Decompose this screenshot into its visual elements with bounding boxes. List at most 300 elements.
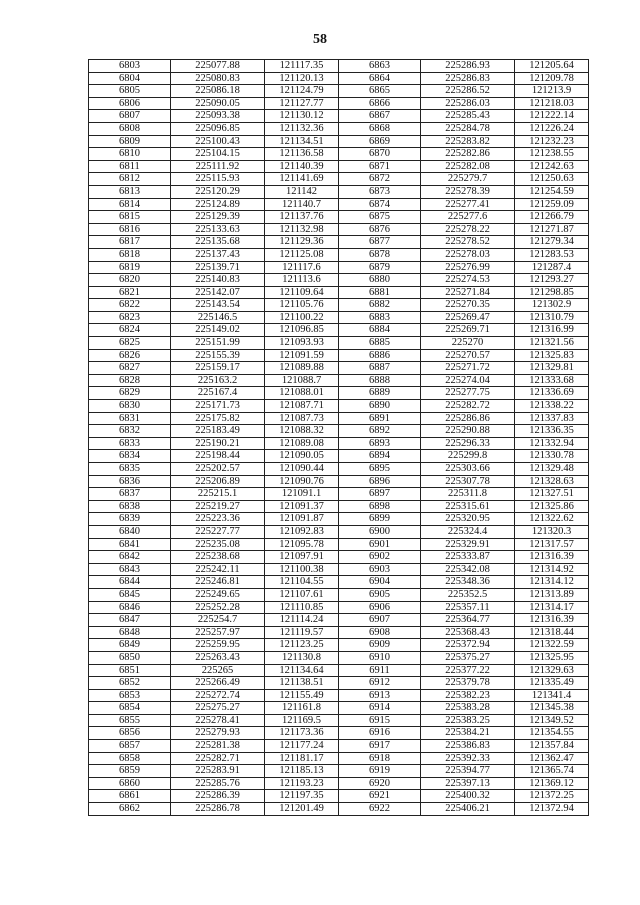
cell-x-coordinate: 225283.82 bbox=[421, 135, 515, 148]
table-row bbox=[89, 538, 589, 551]
cell-point-number: 6890 bbox=[339, 400, 421, 413]
cell-y-coordinate: 121177.24 bbox=[265, 740, 339, 753]
cell-y-coordinate: 121140.39 bbox=[265, 160, 339, 173]
cell-y-coordinate: 121209.78 bbox=[515, 72, 589, 85]
cell-point-number: 6894 bbox=[339, 450, 421, 463]
table-row bbox=[89, 727, 589, 740]
cell-x-coordinate: 225202.57 bbox=[171, 463, 265, 476]
table-row bbox=[89, 551, 589, 564]
cell-y-coordinate: 121092.83 bbox=[265, 525, 339, 538]
table-row bbox=[89, 450, 589, 463]
cell-y-coordinate: 121134.51 bbox=[265, 135, 339, 148]
cell-point-number: 6899 bbox=[339, 513, 421, 526]
cell-x-coordinate: 225135.68 bbox=[171, 236, 265, 249]
cell-point-number: 6869 bbox=[339, 135, 421, 148]
cell-y-coordinate: 121113.6 bbox=[265, 274, 339, 287]
cell-x-coordinate: 225270.57 bbox=[421, 349, 515, 362]
cell-y-coordinate: 121138.51 bbox=[265, 677, 339, 690]
cell-point-number: 6920 bbox=[339, 777, 421, 790]
cell-y-coordinate: 121169.5 bbox=[265, 714, 339, 727]
cell-y-coordinate: 121266.79 bbox=[515, 211, 589, 224]
cell-y-coordinate: 121091.87 bbox=[265, 513, 339, 526]
cell-y-coordinate: 121330.78 bbox=[515, 450, 589, 463]
table-row bbox=[89, 148, 589, 161]
table-row bbox=[89, 639, 589, 652]
cell-x-coordinate: 225183.49 bbox=[171, 425, 265, 438]
cell-y-coordinate: 121130.12 bbox=[265, 110, 339, 123]
cell-y-coordinate: 121137.76 bbox=[265, 211, 339, 224]
table-row bbox=[89, 362, 589, 375]
cell-point-number: 6807 bbox=[89, 110, 171, 123]
cell-y-coordinate: 121314.92 bbox=[515, 563, 589, 576]
cell-y-coordinate: 121317.57 bbox=[515, 538, 589, 551]
table-row bbox=[89, 349, 589, 362]
table-row bbox=[89, 160, 589, 173]
cell-y-coordinate: 121271.87 bbox=[515, 223, 589, 236]
cell-point-number: 6905 bbox=[339, 588, 421, 601]
cell-x-coordinate: 225206.89 bbox=[171, 475, 265, 488]
cell-point-number: 6850 bbox=[89, 651, 171, 664]
coordinate-table-body bbox=[89, 60, 589, 816]
cell-y-coordinate: 121197.35 bbox=[265, 790, 339, 803]
cell-point-number: 6864 bbox=[339, 72, 421, 85]
cell-y-coordinate: 121095.78 bbox=[265, 538, 339, 551]
cell-y-coordinate: 121293.27 bbox=[515, 274, 589, 287]
cell-point-number: 6898 bbox=[339, 500, 421, 513]
cell-y-coordinate: 121132.98 bbox=[265, 223, 339, 236]
cell-x-coordinate: 225286.93 bbox=[421, 60, 515, 73]
cell-y-coordinate: 121093.93 bbox=[265, 337, 339, 350]
cell-x-coordinate: 225115.93 bbox=[171, 173, 265, 186]
cell-y-coordinate: 121213.9 bbox=[515, 85, 589, 98]
cell-x-coordinate: 225171.73 bbox=[171, 400, 265, 413]
table-row bbox=[89, 374, 589, 387]
cell-point-number: 6857 bbox=[89, 740, 171, 753]
cell-y-coordinate: 121226.24 bbox=[515, 122, 589, 135]
table-row bbox=[89, 601, 589, 614]
cell-x-coordinate: 225394.77 bbox=[421, 765, 515, 778]
cell-point-number: 6862 bbox=[89, 803, 171, 816]
cell-point-number: 6916 bbox=[339, 727, 421, 740]
table-row bbox=[89, 425, 589, 438]
cell-point-number: 6810 bbox=[89, 148, 171, 161]
cell-x-coordinate: 225277.41 bbox=[421, 198, 515, 211]
cell-point-number: 6833 bbox=[89, 437, 171, 450]
table-row bbox=[89, 714, 589, 727]
cell-point-number: 6818 bbox=[89, 248, 171, 261]
cell-point-number: 6849 bbox=[89, 639, 171, 652]
cell-y-coordinate: 121134.64 bbox=[265, 664, 339, 677]
cell-y-coordinate: 121329.63 bbox=[515, 664, 589, 677]
cell-x-coordinate: 225406.21 bbox=[421, 803, 515, 816]
cell-y-coordinate: 121287.4 bbox=[515, 261, 589, 274]
cell-point-number: 6908 bbox=[339, 626, 421, 639]
cell-point-number: 6848 bbox=[89, 626, 171, 639]
cell-y-coordinate: 121362.47 bbox=[515, 752, 589, 765]
cell-y-coordinate: 121096.85 bbox=[265, 324, 339, 337]
cell-y-coordinate: 121354.55 bbox=[515, 727, 589, 740]
cell-point-number: 6882 bbox=[339, 299, 421, 312]
table-row bbox=[89, 337, 589, 350]
cell-y-coordinate: 121329.48 bbox=[515, 463, 589, 476]
cell-x-coordinate: 225167.4 bbox=[171, 387, 265, 400]
cell-point-number: 6821 bbox=[89, 286, 171, 299]
cell-point-number: 6853 bbox=[89, 689, 171, 702]
cell-point-number: 6921 bbox=[339, 790, 421, 803]
cell-x-coordinate: 225271.72 bbox=[421, 362, 515, 375]
cell-point-number: 6804 bbox=[89, 72, 171, 85]
cell-x-coordinate: 225278.39 bbox=[421, 185, 515, 198]
cell-y-coordinate: 121328.63 bbox=[515, 475, 589, 488]
cell-x-coordinate: 225320.95 bbox=[421, 513, 515, 526]
cell-x-coordinate: 225278.03 bbox=[421, 248, 515, 261]
cell-x-coordinate: 225375.27 bbox=[421, 651, 515, 664]
cell-x-coordinate: 225143.54 bbox=[171, 299, 265, 312]
cell-y-coordinate: 121320.3 bbox=[515, 525, 589, 538]
cell-x-coordinate: 225266.49 bbox=[171, 677, 265, 690]
table-row bbox=[89, 311, 589, 324]
cell-x-coordinate: 225278.52 bbox=[421, 236, 515, 249]
cell-y-coordinate: 121205.64 bbox=[515, 60, 589, 73]
cell-y-coordinate: 121238.55 bbox=[515, 148, 589, 161]
cell-y-coordinate: 121120.13 bbox=[265, 72, 339, 85]
cell-point-number: 6841 bbox=[89, 538, 171, 551]
table-row bbox=[89, 488, 589, 501]
cell-x-coordinate: 225175.82 bbox=[171, 412, 265, 425]
cell-x-coordinate: 225235.08 bbox=[171, 538, 265, 551]
table-row bbox=[89, 324, 589, 337]
cell-point-number: 6860 bbox=[89, 777, 171, 790]
cell-point-number: 6883 bbox=[339, 311, 421, 324]
cell-x-coordinate: 225149.02 bbox=[171, 324, 265, 337]
cell-y-coordinate: 121117.35 bbox=[265, 60, 339, 73]
page-number: 58 bbox=[313, 32, 327, 47]
table-row bbox=[89, 198, 589, 211]
cell-y-coordinate: 121123.25 bbox=[265, 639, 339, 652]
cell-point-number: 6909 bbox=[339, 639, 421, 652]
cell-x-coordinate: 225283.91 bbox=[171, 765, 265, 778]
cell-y-coordinate: 121136.58 bbox=[265, 148, 339, 161]
table-row bbox=[89, 626, 589, 639]
table-row bbox=[89, 286, 589, 299]
cell-y-coordinate: 121242.63 bbox=[515, 160, 589, 173]
cell-point-number: 6867 bbox=[339, 110, 421, 123]
cell-x-coordinate: 225329.91 bbox=[421, 538, 515, 551]
cell-y-coordinate: 121119.57 bbox=[265, 626, 339, 639]
cell-x-coordinate: 225352.5 bbox=[421, 588, 515, 601]
cell-x-coordinate: 225100.43 bbox=[171, 135, 265, 148]
cell-x-coordinate: 225277.75 bbox=[421, 387, 515, 400]
cell-point-number: 6917 bbox=[339, 740, 421, 753]
cell-y-coordinate: 121333.68 bbox=[515, 374, 589, 387]
cell-y-coordinate: 121140.7 bbox=[265, 198, 339, 211]
cell-y-coordinate: 121341.4 bbox=[515, 689, 589, 702]
table-row bbox=[89, 765, 589, 778]
cell-point-number: 6918 bbox=[339, 752, 421, 765]
cell-y-coordinate: 121127.77 bbox=[265, 97, 339, 110]
cell-y-coordinate: 121298.85 bbox=[515, 286, 589, 299]
cell-y-coordinate: 121130.8 bbox=[265, 651, 339, 664]
cell-x-coordinate: 225269.71 bbox=[421, 324, 515, 337]
cell-x-coordinate: 225386.83 bbox=[421, 740, 515, 753]
cell-x-coordinate: 225265 bbox=[171, 664, 265, 677]
cell-y-coordinate: 121087.71 bbox=[265, 400, 339, 413]
cell-x-coordinate: 225140.83 bbox=[171, 274, 265, 287]
cell-point-number: 6811 bbox=[89, 160, 171, 173]
cell-x-coordinate: 225242.11 bbox=[171, 563, 265, 576]
cell-y-coordinate: 121336.35 bbox=[515, 425, 589, 438]
cell-point-number: 6888 bbox=[339, 374, 421, 387]
cell-x-coordinate: 225096.85 bbox=[171, 122, 265, 135]
cell-y-coordinate: 121316.39 bbox=[515, 614, 589, 627]
table-row bbox=[89, 412, 589, 425]
cell-point-number: 6822 bbox=[89, 299, 171, 312]
cell-y-coordinate: 121091.1 bbox=[265, 488, 339, 501]
cell-x-coordinate: 225279.7 bbox=[421, 173, 515, 186]
cell-x-coordinate: 225151.99 bbox=[171, 337, 265, 350]
cell-point-number: 6852 bbox=[89, 677, 171, 690]
cell-y-coordinate: 121327.51 bbox=[515, 488, 589, 501]
cell-x-coordinate: 225383.25 bbox=[421, 714, 515, 727]
cell-point-number: 6842 bbox=[89, 551, 171, 564]
cell-x-coordinate: 225286.86 bbox=[421, 412, 515, 425]
cell-point-number: 6915 bbox=[339, 714, 421, 727]
cell-x-coordinate: 225155.39 bbox=[171, 349, 265, 362]
cell-point-number: 6866 bbox=[339, 97, 421, 110]
cell-point-number: 6815 bbox=[89, 211, 171, 224]
cell-y-coordinate: 121089.88 bbox=[265, 362, 339, 375]
cell-point-number: 6805 bbox=[89, 85, 171, 98]
table-row bbox=[89, 576, 589, 589]
cell-point-number: 6874 bbox=[339, 198, 421, 211]
cell-y-coordinate: 121110.85 bbox=[265, 601, 339, 614]
table-row bbox=[89, 702, 589, 715]
cell-point-number: 6803 bbox=[89, 60, 171, 73]
cell-x-coordinate: 225382.23 bbox=[421, 689, 515, 702]
cell-point-number: 6870 bbox=[339, 148, 421, 161]
table-row bbox=[89, 122, 589, 135]
cell-x-coordinate: 225307.78 bbox=[421, 475, 515, 488]
cell-point-number: 6846 bbox=[89, 601, 171, 614]
cell-point-number: 6891 bbox=[339, 412, 421, 425]
table-row bbox=[89, 803, 589, 816]
cell-y-coordinate: 121090.05 bbox=[265, 450, 339, 463]
cell-point-number: 6912 bbox=[339, 677, 421, 690]
cell-x-coordinate: 225159.17 bbox=[171, 362, 265, 375]
cell-x-coordinate: 225252.28 bbox=[171, 601, 265, 614]
cell-x-coordinate: 225190.21 bbox=[171, 437, 265, 450]
cell-point-number: 6895 bbox=[339, 463, 421, 476]
cell-point-number: 6847 bbox=[89, 614, 171, 627]
cell-x-coordinate: 225377.22 bbox=[421, 664, 515, 677]
cell-y-coordinate: 121310.79 bbox=[515, 311, 589, 324]
cell-x-coordinate: 225348.36 bbox=[421, 576, 515, 589]
cell-y-coordinate: 121090.44 bbox=[265, 463, 339, 476]
cell-point-number: 6877 bbox=[339, 236, 421, 249]
cell-point-number: 6856 bbox=[89, 727, 171, 740]
cell-x-coordinate: 225259.95 bbox=[171, 639, 265, 652]
cell-x-coordinate: 225397.13 bbox=[421, 777, 515, 790]
cell-y-coordinate: 121097.91 bbox=[265, 551, 339, 564]
cell-point-number: 6839 bbox=[89, 513, 171, 526]
cell-point-number: 6901 bbox=[339, 538, 421, 551]
cell-point-number: 6814 bbox=[89, 198, 171, 211]
cell-x-coordinate: 225077.88 bbox=[171, 60, 265, 73]
cell-y-coordinate: 121141.69 bbox=[265, 173, 339, 186]
cell-y-coordinate: 121338.22 bbox=[515, 400, 589, 413]
cell-point-number: 6885 bbox=[339, 337, 421, 350]
cell-point-number: 6880 bbox=[339, 274, 421, 287]
cell-x-coordinate: 225274.04 bbox=[421, 374, 515, 387]
cell-y-coordinate: 121100.38 bbox=[265, 563, 339, 576]
cell-point-number: 6843 bbox=[89, 563, 171, 576]
cell-y-coordinate: 121325.95 bbox=[515, 651, 589, 664]
cell-point-number: 6820 bbox=[89, 274, 171, 287]
cell-y-coordinate: 121325.83 bbox=[515, 349, 589, 362]
table-row bbox=[89, 475, 589, 488]
cell-x-coordinate: 225086.18 bbox=[171, 85, 265, 98]
cell-point-number: 6876 bbox=[339, 223, 421, 236]
cell-x-coordinate: 225281.38 bbox=[171, 740, 265, 753]
table-row bbox=[89, 790, 589, 803]
cell-y-coordinate: 121313.89 bbox=[515, 588, 589, 601]
cell-y-coordinate: 121316.99 bbox=[515, 324, 589, 337]
cell-y-coordinate: 121372.94 bbox=[515, 803, 589, 816]
table-row bbox=[89, 525, 589, 538]
cell-x-coordinate: 225364.77 bbox=[421, 614, 515, 627]
cell-y-coordinate: 121254.59 bbox=[515, 185, 589, 198]
cell-point-number: 6873 bbox=[339, 185, 421, 198]
cell-x-coordinate: 225282.08 bbox=[421, 160, 515, 173]
cell-y-coordinate: 121109.64 bbox=[265, 286, 339, 299]
cell-x-coordinate: 225282.71 bbox=[171, 752, 265, 765]
cell-point-number: 6907 bbox=[339, 614, 421, 627]
cell-y-coordinate: 121322.59 bbox=[515, 639, 589, 652]
cell-point-number: 6812 bbox=[89, 173, 171, 186]
cell-x-coordinate: 225368.43 bbox=[421, 626, 515, 639]
cell-x-coordinate: 225290.88 bbox=[421, 425, 515, 438]
cell-point-number: 6865 bbox=[339, 85, 421, 98]
cell-point-number: 6881 bbox=[339, 286, 421, 299]
cell-point-number: 6903 bbox=[339, 563, 421, 576]
cell-point-number: 6902 bbox=[339, 551, 421, 564]
cell-point-number: 6827 bbox=[89, 362, 171, 375]
cell-point-number: 6824 bbox=[89, 324, 171, 337]
table-row bbox=[89, 437, 589, 450]
cell-point-number: 6893 bbox=[339, 437, 421, 450]
cell-x-coordinate: 225146.5 bbox=[171, 311, 265, 324]
cell-y-coordinate: 121250.63 bbox=[515, 173, 589, 186]
cell-point-number: 6872 bbox=[339, 173, 421, 186]
cell-x-coordinate: 225286.03 bbox=[421, 97, 515, 110]
cell-x-coordinate: 225379.78 bbox=[421, 677, 515, 690]
cell-y-coordinate: 121314.17 bbox=[515, 601, 589, 614]
cell-x-coordinate: 225090.05 bbox=[171, 97, 265, 110]
table-row bbox=[89, 274, 589, 287]
cell-y-coordinate: 121336.69 bbox=[515, 387, 589, 400]
cell-point-number: 6914 bbox=[339, 702, 421, 715]
cell-point-number: 6886 bbox=[339, 349, 421, 362]
cell-y-coordinate: 121088.01 bbox=[265, 387, 339, 400]
cell-y-coordinate: 121104.55 bbox=[265, 576, 339, 589]
table-row bbox=[89, 173, 589, 186]
cell-x-coordinate: 225263.43 bbox=[171, 651, 265, 664]
cell-y-coordinate: 121357.84 bbox=[515, 740, 589, 753]
cell-y-coordinate: 121335.49 bbox=[515, 677, 589, 690]
table-row bbox=[89, 563, 589, 576]
cell-point-number: 6854 bbox=[89, 702, 171, 715]
table-row bbox=[89, 97, 589, 110]
cell-x-coordinate: 225357.11 bbox=[421, 601, 515, 614]
cell-x-coordinate: 225133.63 bbox=[171, 223, 265, 236]
cell-y-coordinate: 121105.76 bbox=[265, 299, 339, 312]
cell-point-number: 6859 bbox=[89, 765, 171, 778]
cell-x-coordinate: 225278.22 bbox=[421, 223, 515, 236]
table-row bbox=[89, 400, 589, 413]
cell-x-coordinate: 225254.7 bbox=[171, 614, 265, 627]
cell-point-number: 6829 bbox=[89, 387, 171, 400]
cell-point-number: 6809 bbox=[89, 135, 171, 148]
table-row bbox=[89, 261, 589, 274]
cell-y-coordinate: 121100.22 bbox=[265, 311, 339, 324]
cell-point-number: 6816 bbox=[89, 223, 171, 236]
cell-y-coordinate: 121316.39 bbox=[515, 551, 589, 564]
cell-x-coordinate: 225286.39 bbox=[171, 790, 265, 803]
cell-point-number: 6835 bbox=[89, 463, 171, 476]
cell-y-coordinate: 121087.73 bbox=[265, 412, 339, 425]
cell-x-coordinate: 225271.84 bbox=[421, 286, 515, 299]
cell-y-coordinate: 121329.81 bbox=[515, 362, 589, 375]
cell-point-number: 6836 bbox=[89, 475, 171, 488]
table-row bbox=[89, 689, 589, 702]
cell-x-coordinate: 225286.52 bbox=[421, 85, 515, 98]
cell-y-coordinate: 121337.83 bbox=[515, 412, 589, 425]
cell-y-coordinate: 121155.49 bbox=[265, 689, 339, 702]
cell-y-coordinate: 121129.36 bbox=[265, 236, 339, 249]
cell-x-coordinate: 225296.33 bbox=[421, 437, 515, 450]
table-row bbox=[89, 740, 589, 753]
cell-y-coordinate: 121232.23 bbox=[515, 135, 589, 148]
cell-point-number: 6889 bbox=[339, 387, 421, 400]
cell-point-number: 6879 bbox=[339, 261, 421, 274]
cell-x-coordinate: 225249.65 bbox=[171, 588, 265, 601]
cell-x-coordinate: 225238.68 bbox=[171, 551, 265, 564]
cell-y-coordinate: 121088.7 bbox=[265, 374, 339, 387]
table-row bbox=[89, 211, 589, 224]
cell-x-coordinate: 225400.32 bbox=[421, 790, 515, 803]
cell-y-coordinate: 121314.12 bbox=[515, 576, 589, 589]
cell-point-number: 6844 bbox=[89, 576, 171, 589]
cell-y-coordinate: 121349.52 bbox=[515, 714, 589, 727]
cell-y-coordinate: 121181.17 bbox=[265, 752, 339, 765]
cell-y-coordinate: 121345.38 bbox=[515, 702, 589, 715]
cell-point-number: 6823 bbox=[89, 311, 171, 324]
cell-y-coordinate: 121322.62 bbox=[515, 513, 589, 526]
cell-x-coordinate: 225282.86 bbox=[421, 148, 515, 161]
cell-x-coordinate: 225303.66 bbox=[421, 463, 515, 476]
cell-point-number: 6851 bbox=[89, 664, 171, 677]
cell-x-coordinate: 225274.53 bbox=[421, 274, 515, 287]
cell-point-number: 6911 bbox=[339, 664, 421, 677]
cell-y-coordinate: 121193.23 bbox=[265, 777, 339, 790]
cell-x-coordinate: 225383.28 bbox=[421, 702, 515, 715]
table-row bbox=[89, 664, 589, 677]
table-row bbox=[89, 777, 589, 790]
cell-x-coordinate: 225275.27 bbox=[171, 702, 265, 715]
cell-x-coordinate: 225324.4 bbox=[421, 525, 515, 538]
cell-x-coordinate: 225080.83 bbox=[171, 72, 265, 85]
cell-x-coordinate: 225311.8 bbox=[421, 488, 515, 501]
